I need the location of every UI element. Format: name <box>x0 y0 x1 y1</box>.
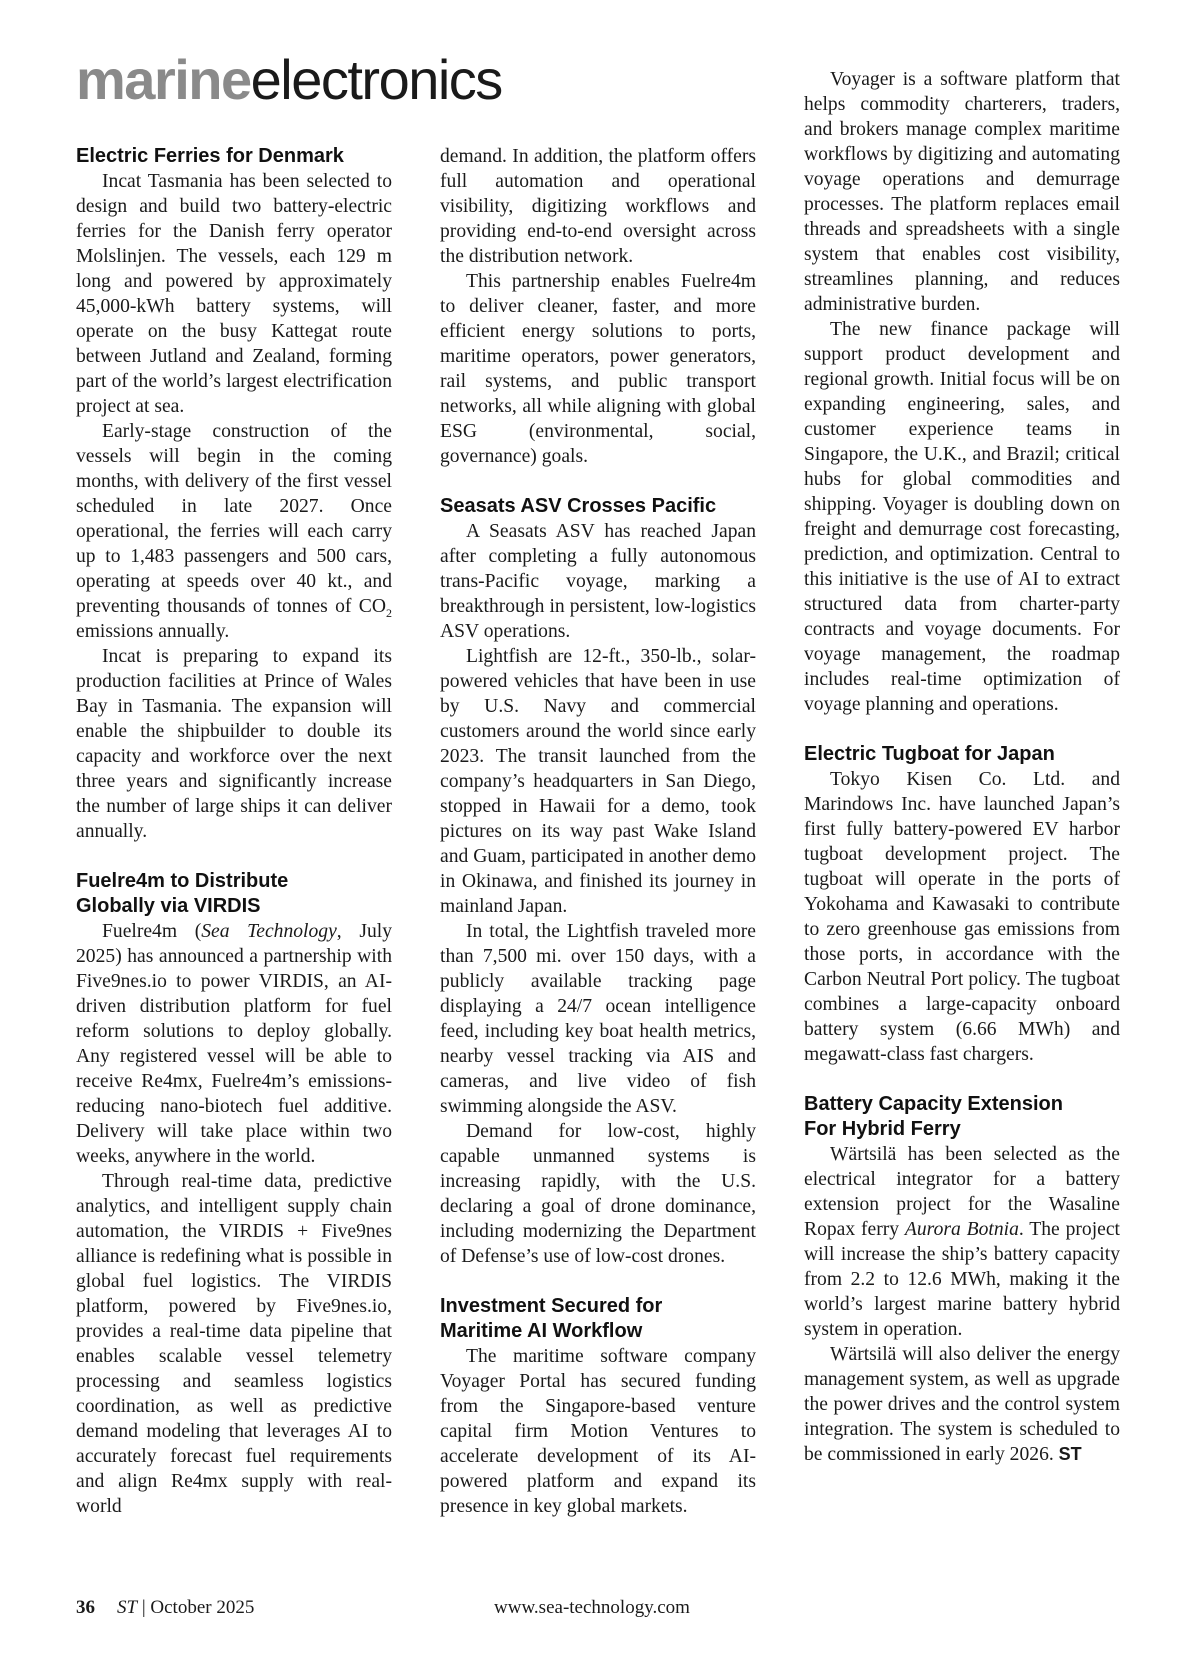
page-number: 36 <box>76 1597 95 1618</box>
end-of-article-mark: ST <box>1058 1444 1082 1464</box>
issue-date: | October 2025 <box>137 1597 255 1618</box>
footer-website: www.sea-technology.com <box>494 1597 690 1618</box>
article-paragraph: Voyager is a software platform that helps commodity charterers, traders, and brokers manage complex maritime workflows by digitizing and automating voyage operations and demurrage processes. The platform replaces email threads and spreadsheets with a single system that enables cost visibility, streamlines planning, and reduces administrative burden. <box>804 69 1120 315</box>
article-paragraph: Incat Tasmania has been selected to design and build two battery-electric ferries for the Danish ferry operator Molslinjen. The vessels, each 129 m long and powered by approximately 45,000-kWh battery systems, will operate on the busy Kattegat route between Jutland and Zealand, forming part of the world’s largest electrification project at sea. <box>76 171 392 417</box>
article-headline-electric-tugboat: Electric Tugboat for Japan <box>804 743 1055 765</box>
article-paragraph: Fuelre4m (Sea Technology, July 2025) has announced a partnership with Five9nes.io to power VIRDIS, an AI-driven distribution platform for fuel reform solutions to deploy globally. Any registered vessel will be able to receive Re4mx, Fuelre4m’s emissions-reducing nano-biotech fuel additive. Delivery will take place within two weeks, anywhere in the world. <box>76 921 392 1167</box>
column-3 <box>804 67 1120 1467</box>
article-paragraph: A Seasats ASV has reached Japan after completing a fully autonomous trans-Pacific voyage, marking a breakthrough in persistent, low-logistics ASV operations. <box>440 521 756 642</box>
publication-abbrev: ST <box>117 1597 138 1618</box>
article-paragraph: demand. In addition, the platform offers full automation and operational visibility, digitizing workflows and providing end-to-end oversight across the distribution network. <box>440 146 756 267</box>
column-2 <box>440 144 756 1519</box>
article-paragraph: In total, the Lightfish traveled more than 7,500 mi. over 150 days, with a publicly available tracking page displaying a 24/7 ocean intelligence feed, including key boat health metrics, nearby vessel tracking via AIS and cameras, and live video of fish swimming alongside the ASV. <box>440 921 756 1117</box>
masthead-electronics: electronics <box>250 48 502 111</box>
article-headline-battery-extension: Battery Capacity Extension For Hybrid Ferry <box>804 1093 1063 1140</box>
article-paragraph: Incat is preparing to expand its production facilities at Prince of Wales Bay in Tasmania. The expansion will enable the shipbuilder to double its capacity and workforce over the next three years and significantly increase the number of large ships it can deliver annually. <box>76 646 392 842</box>
article-headline-fuelre4m: Fuelre4m to Distribute Globally via VIRDIS <box>76 870 289 917</box>
article-paragraph: The new finance package will support product development and regional growth. Initial focus will be on expanding engineering, sales, and customer experience teams in Singapore, the U.K., and Brazil; critical hubs for global commodities and shipping. Voyager is doubling down on freight and demurrage cost forecasting, prediction, and optimization. Central to this initiative is the use of AI to extract structured data from charter-party contracts and voyage documents. For voyage management, the roadmap includes real-time optimization of voyage planning and operations. <box>804 319 1120 715</box>
article-paragraph: Wärtsilä has been selected as the electrical integrator for a battery extension project for the Wasaline Ropax ferry Aurora Botnia. The project will increase the ship’s battery capacity from 2.2 to 12.6 MWh, making it the world’s largest marine battery hybrid system in operation. <box>804 1144 1121 1340</box>
article-headline-seasats: Seasats ASV Crosses Pacific <box>440 495 717 517</box>
article-headline-investment: Investment Secured for Maritime AI Workflow <box>440 1295 663 1342</box>
article-paragraph: Demand for low-cost, highly capable unmanned systems is increasing rapidly, with the U.S. declaring a goal of drone dominance, including modernizing the Department of Defense’s use of low-cost drones. <box>440 1121 756 1267</box>
article-paragraph: Wärtsilä will also deliver the energy management system, as well as upgrade the power drives and the control system integration. The system is scheduled to be commissioned in early 2026. ST <box>804 1344 1120 1465</box>
article-paragraph: Lightfish are 12-ft., 350-lb., solar-powered vehicles that have been in use by U.S. Navy and commercial customers around the world since early 2023. The transit launched from the company’s headquarters in San Diego, stopped in Hawaii for a demo, took pictures on its way past Wake Island and Guam, participated in another demo in Okinawa, and finished its journey in mainland Japan. <box>440 646 756 917</box>
article-headline-electric-ferries: Electric Ferries for Denmark <box>76 145 344 167</box>
article-paragraph: Through real-time data, predictive analytics, and intelligent supply chain automation, the VIRDIS + Five9nes alliance is redefining what is possible in global fuel logistics. The VIRDIS platform, powered by Five9nes.io, provides a real-time data pipeline that enables scalable vessel telemetry processing and seamless logistics coordination, as well as predictive demand modeling that leverages AI to accurately forecast fuel requirements and align Re4mx supply with real-world <box>76 1171 392 1517</box>
section-masthead <box>76 40 502 120</box>
article-paragraph: Early-stage construction of the vessels will begin in the coming months, with delivery of the first vessel scheduled in late 2027. Once operational, the ferries will each carry up to 1,483 passengers and 500 cars, operating at speeds over 40 kt., and preventing thousands of tonnes of $CO_2$ emissions annually. <box>76 421 392 642</box>
masthead-marine: marine <box>76 48 251 111</box>
column-1 <box>76 144 392 1519</box>
article-paragraph: Tokyo Kisen Co. Ltd. and Marindows Inc. have launched Japan’s first fully battery-powered EV harbor tugboat development project. The tugboat will operate in the ports of Yokohama and Kawasaki to contribute to zero greenhouse gas emissions from those ports, in accordance with the Carbon Neutral Port policy. The tugboat combines a large-capacity onboard battery system (6.66 MWh) and megawatt-class fast chargers. <box>804 769 1120 1065</box>
article-paragraph: The maritime software company Voyager Portal has secured funding from the Singapore-based venture capital firm Motion Ventures to accelerate development of its AI-powered platform and expand its presence in key global markets. <box>440 1346 756 1517</box>
page-footer <box>76 1596 254 1620</box>
article-paragraph: This partnership enables Fuelre4m to deliver cleaner, faster, and more efficient energy solutions to ports, maritime operators, power generators, rail systems, and public transport networks, all while aligning with global ESG (environmental, social, governance) goals. <box>440 271 756 467</box>
